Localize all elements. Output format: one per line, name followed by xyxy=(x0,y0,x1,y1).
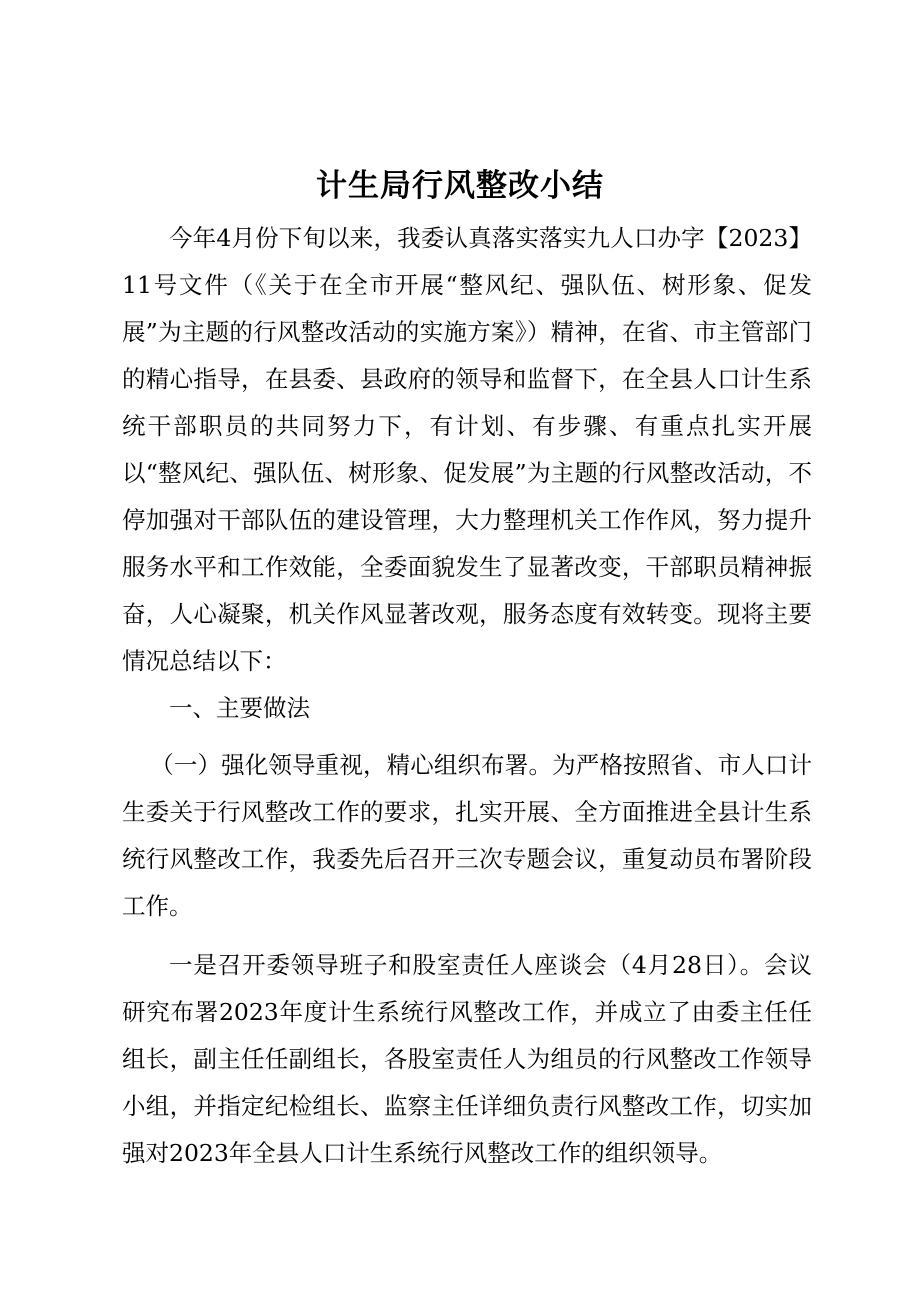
intro-paragraph: 今年4月份下旬以来，我委认真落实落实九人口办字【2023】11号文件（《关于在全市开展“整风纪、强队伍、树形象、促发展”为主题的行风整改活动的实施方案》）精神，在省、市主管部门的精心指导，在县委、县政府的领导和监督下，在全县人口计生系统干部职员的共同努力下，有计划、有步骤、有重点扎实开展以“整风纪、强队伍、树形象、促发展”为主题的行风整改活动，不停加强对干部队伍的建设管理，大力整理机关工作作风，努力提升服务水平和工作效能，全委面貌发生了显著改变，干部职员精神振奋，人心凝聚，机关作风显著改观，服务态度有效转变。现将主要情况总结以下： xyxy=(122,224,812,675)
practice-paragraph-1: （一）强化领导重视，精心组织布署。为严格按照省、市人口计生委关于行风整改工作的要求，扎实开展、全方面推进全县计生系统行风整改工作，我委先后召开三次专题会议，重复动员布署阶段工作。 xyxy=(122,751,812,920)
document-title: 计生局行风整改小结 xyxy=(316,168,604,204)
document-body xyxy=(122,215,812,1177)
practice-paragraph-2: 一是召开委领导班子和股室责任人座谈会（4月28日）。会议研究布署2023年度计生系统行风整改工作，并成立了由委主任任组长，副主任任副组长，各股室责任人为组员的行风整改工作领导小组，并指定纪检组长、监察主任详细负责行风整改工作，切实加强对2023年全县人口计生系统行风整改工作的组织领导。 xyxy=(122,951,812,1167)
section-heading: 一、主要做法 xyxy=(169,694,310,722)
